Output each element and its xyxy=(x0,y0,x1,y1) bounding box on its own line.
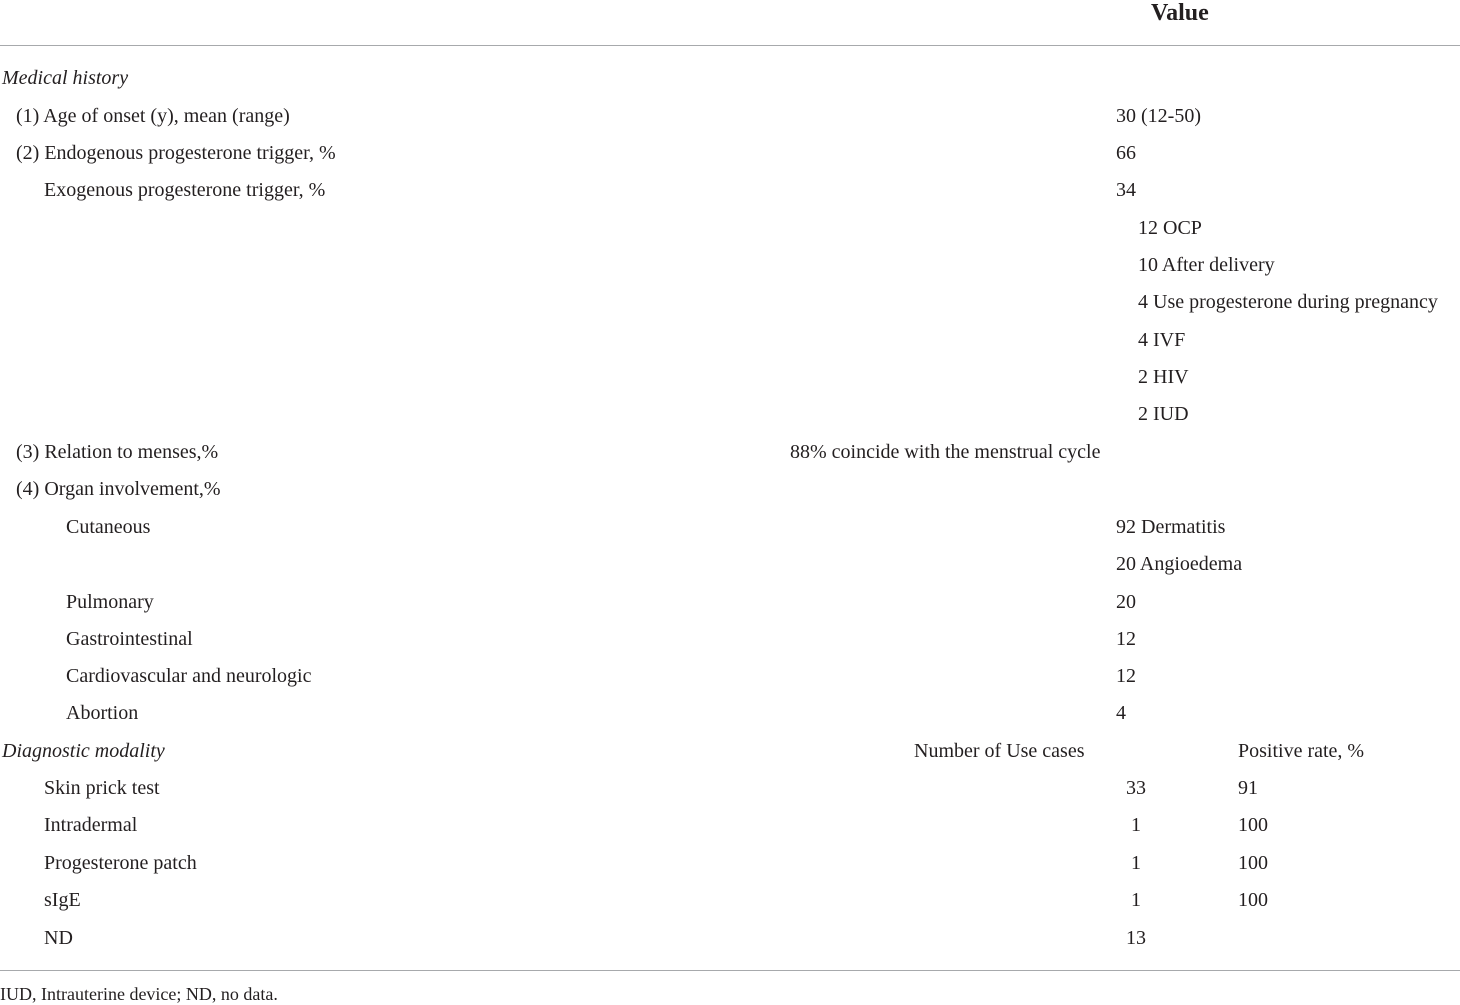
exogenous-sub-item: 4 IVF xyxy=(1138,329,1186,351)
exogenous-sub-item: 2 IUD xyxy=(1138,403,1189,425)
row-label-exogenous: Exogenous progesterone trigger, % xyxy=(44,179,326,201)
row-value-gastro: 12 xyxy=(1116,628,1136,650)
diagnostic-row-label: Skin prick test xyxy=(44,777,160,799)
section-medical-history: Medical history xyxy=(2,67,129,89)
diagnostic-row-cases: 33 xyxy=(1126,777,1146,799)
row-label-endogenous: (2) Endogenous progesterone trigger, % xyxy=(16,142,336,164)
row-value-cutaneous: 20 Angioedema xyxy=(1116,553,1243,575)
diagnostic-row-rate: 100 xyxy=(1238,889,1268,911)
diagnostic-row-rate: 91 xyxy=(1238,777,1258,799)
row-label-organ: (4) Organ involvement,% xyxy=(16,478,221,500)
exogenous-sub-item: 4 Use progesterone during pregnancy xyxy=(1138,291,1438,313)
diagnostic-row-label: sIgE xyxy=(44,889,81,911)
exogenous-sub-item: 2 HIV xyxy=(1138,366,1189,388)
column-header-cases: Number of Use cases xyxy=(914,740,1085,762)
diagnostic-row-label: ND xyxy=(44,927,73,949)
diagnostic-row-cases: 1 xyxy=(1131,852,1141,874)
diagnostic-row-cases: 1 xyxy=(1131,814,1141,836)
header-rule xyxy=(0,45,1460,46)
diagnostic-row-rate: 100 xyxy=(1238,852,1268,874)
row-value-abortion: 4 xyxy=(1116,702,1126,724)
value-column-header: Value xyxy=(1151,0,1209,26)
row-value-cutaneous: 92 Dermatitis xyxy=(1116,516,1226,538)
footer-rule xyxy=(0,970,1460,971)
row-value-menses: 88% coincide with the menstrual cycle xyxy=(790,441,1101,463)
diagnostic-row-label: Progesterone patch xyxy=(44,852,197,874)
row-label-menses: (3) Relation to menses,% xyxy=(16,441,219,463)
diagnostic-row-label: Intradermal xyxy=(44,814,138,836)
row-label-abortion: Abortion xyxy=(66,702,139,724)
diagnostic-row-cases: 13 xyxy=(1126,927,1146,949)
row-value-endogenous: 66 xyxy=(1116,142,1136,164)
row-label-cutaneous: Cutaneous xyxy=(66,516,151,538)
row-label-age-onset: (1) Age of onset (y), mean (range) xyxy=(16,105,290,127)
row-value-exogenous: 34 xyxy=(1116,179,1136,201)
row-label-gastro: Gastrointestinal xyxy=(66,628,193,650)
row-label-pulmonary: Pulmonary xyxy=(66,591,154,613)
section-diagnostic-modality: Diagnostic modality xyxy=(2,740,165,762)
diagnostic-row-cases: 1 xyxy=(1131,889,1141,911)
exogenous-sub-item: 12 OCP xyxy=(1138,217,1202,239)
row-value-age-onset: 30 (12-50) xyxy=(1116,105,1201,127)
row-label-cardio: Cardiovascular and neurologic xyxy=(66,665,312,687)
diagnostic-row-rate: 100 xyxy=(1238,814,1268,836)
row-value-cardio: 12 xyxy=(1116,665,1136,687)
table-footnote: IUD, Intrauterine device; ND, no data. xyxy=(0,984,278,1004)
exogenous-sub-item: 10 After delivery xyxy=(1138,254,1275,276)
column-header-rate: Positive rate, % xyxy=(1238,740,1365,762)
row-value-pulmonary: 20 xyxy=(1116,591,1136,613)
